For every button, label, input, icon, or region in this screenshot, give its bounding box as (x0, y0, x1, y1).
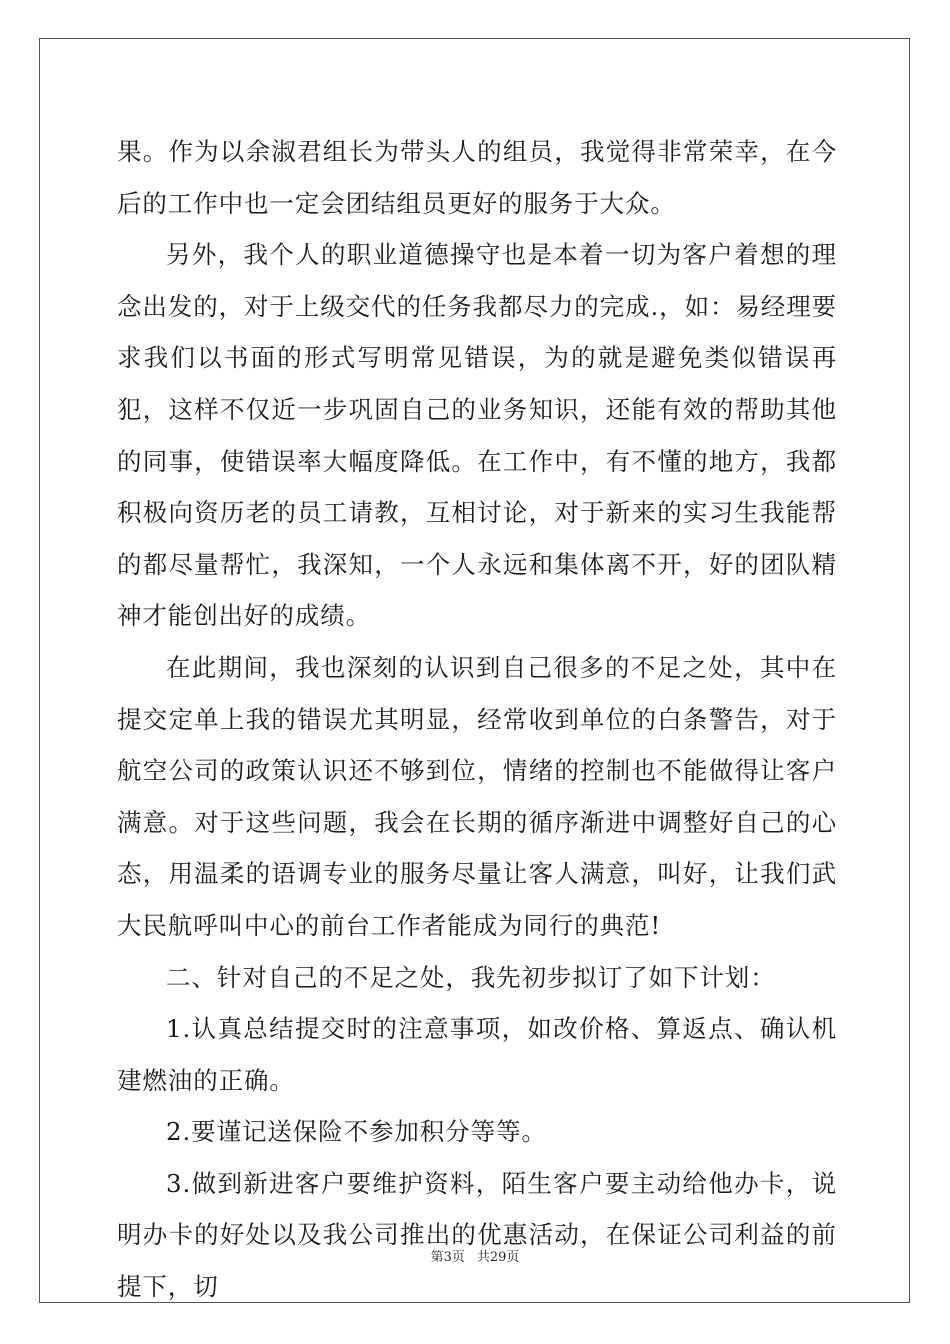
paragraph-5: 1.认真总结提交时的注意事项，如改价格、算返点、确认机建燃油的正确。 (117, 1014, 837, 1095)
paragraph-4: 二、针对自己的不足之处，我先初步拟订了如下计划： (166, 962, 776, 992)
paragraph-3: 在此期间，我也深刻的认识到自己很多的不足之处，其中在提交定单上我的错误尤其明显，经常收到单位的白条警告，对于航空公司的政策认识还不够到位，情绪的控制也不能做得让客户满意。对于这些问题，我会在长期的循序渐进中调整好自己的心态，用温柔的语调专业的服务尽量让客人满意，叫好，让我们武大民航呼叫中心的前台工作者能成为同行的典范! (117, 652, 837, 940)
document-body (117, 126, 837, 1313)
paragraph-1: 果。作为以余淑君组长为带头人的组员，我觉得非常荣幸，在今后的工作中也一定会团结组员更好的服务于大众。 (117, 137, 837, 218)
page-number: 第3页 (430, 1250, 465, 1265)
page-footer (0, 1246, 950, 1265)
page-total: 共29页 (476, 1250, 520, 1265)
paragraph-6: 2.要谨记送保险不参加积分等等。 (166, 1117, 547, 1147)
paragraph-2: 另外，我个人的职业道德操守也是本着一切为客户着想的理念出发的，对于上级交代的任务我都尽力的完成.，如：易经理要求我们以书面的形式写明常见错误，为的就是避免类似错误再犯，这样不仅近一步巩固自己的业务知识，还能有效的帮助其他的同事，使错误率大幅度降低。在工作中，有不懂的地方，我都积极向资历老的员工请教，互相讨论，对于新来的实习生我能帮的都尽量帮忙，我深知，一个人永远和集体离不开，好的团队精神才能创出好的成绩。 (117, 240, 837, 631)
paragraph-7: 3.做到新进客户要维护资料，陌生客户要主动给他办卡，说明办卡的好处以及我公司推出的优惠活动，在保证公司利益的前提下，切 (117, 1168, 837, 1302)
